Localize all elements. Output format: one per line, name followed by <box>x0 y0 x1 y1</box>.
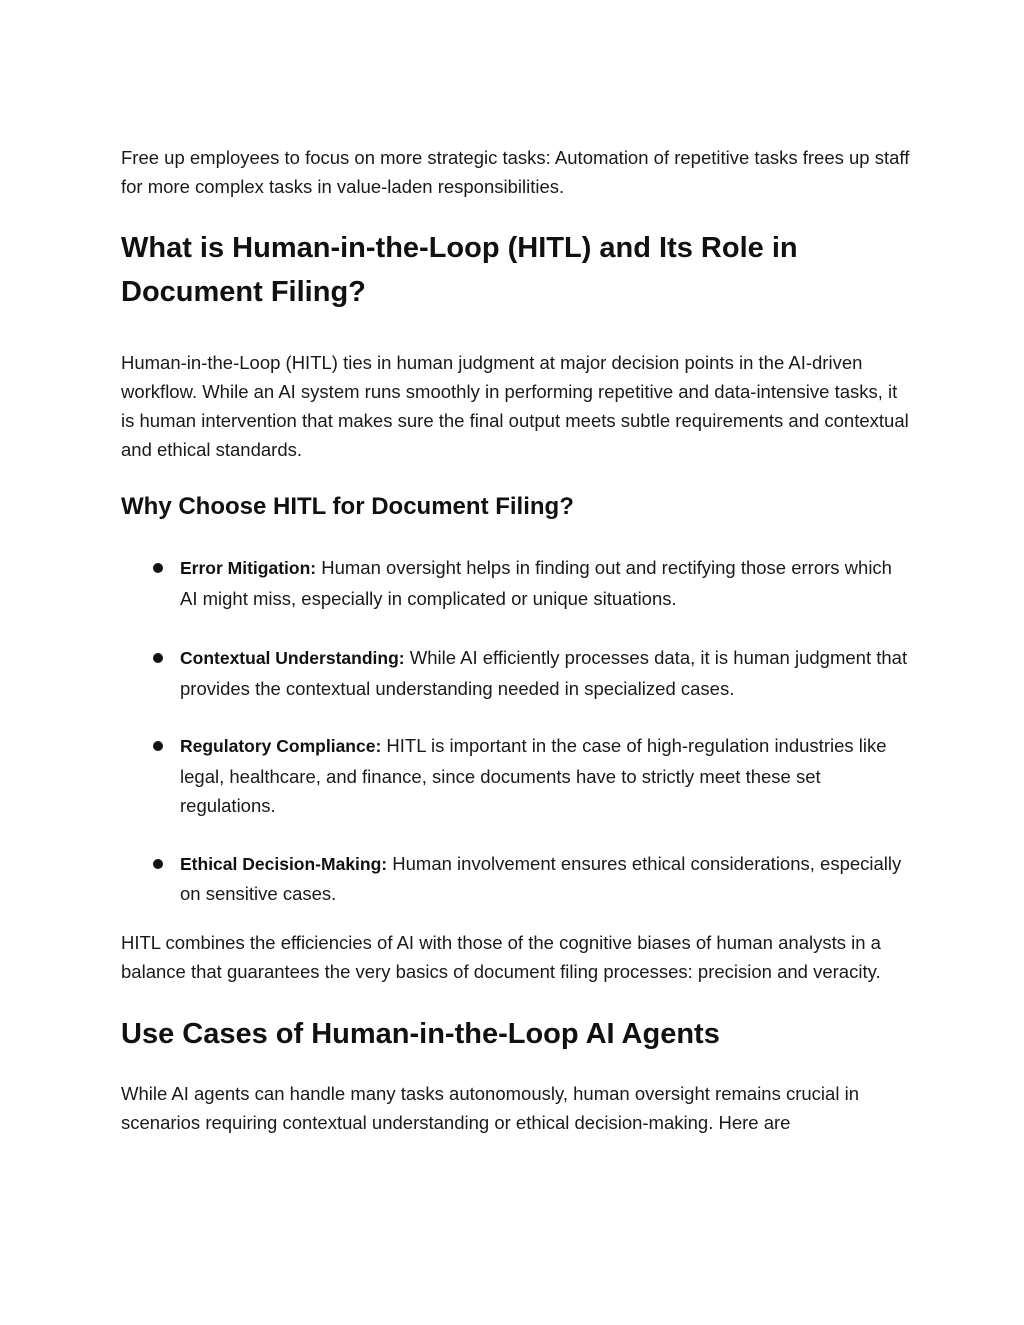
why-bullet-list <box>121 553 911 909</box>
list-item <box>121 731 911 821</box>
bullet-text: Human involvement ensures ethical considerations, especially on sensitive cases. <box>180 852 902 904</box>
bullet-dot-icon <box>153 859 163 869</box>
use-cases-section-title: Use Cases of Human-in-the-Loop AI Agents <box>121 1017 720 1050</box>
why-section-title: Why Choose HITL for Document Filing? <box>121 493 574 520</box>
bullet-term: Regulatory Compliance: <box>180 736 382 756</box>
use-cases-paragraph: While AI agents can handle many tasks autonomously, human oversight remains crucial in scenarios requiring contextual understanding or ethical decision-making. Here are <box>121 1082 859 1133</box>
bullet-dot-icon <box>153 653 163 663</box>
list-item <box>121 553 911 613</box>
bullet-text: Human oversight helps in finding out and rectifying those errors which AI might miss, especially in complicated or unique situations. <box>180 557 892 609</box>
bullet-dot-icon <box>153 563 163 573</box>
bullet-term: Contextual Understanding: <box>180 648 405 668</box>
hitl-section-title: What is Human-in-the-Loop (HITL) and Its Role in Document Filing? <box>121 232 798 308</box>
intro-paragraph: Free up employees to focus on more strategic tasks: Automation of repetitive tasks frees up staff for more complex tasks in value-laden responsibilities. <box>121 147 910 197</box>
bullet-text: While AI efficiently processes data, it is human judgment that provides the contextual understanding needed in specialized cases. <box>180 647 908 699</box>
document-page <box>121 143 911 1137</box>
bullet-term: Ethical Decision-Making: <box>180 853 388 874</box>
bullet-dot-icon <box>153 741 163 751</box>
bullet-text: HITL is important in the case of high-regulation industries like legal, healthcare, and finance, since documents have to strictly meet these set regulations. <box>180 735 887 816</box>
bullet-term: Error Mitigation: <box>180 558 317 578</box>
list-item <box>121 643 911 703</box>
hitl-section-paragraph: Human-in-the-Loop (HITL) ties in human judgment at major decision points in the AI-driven workflow. While an AI system runs smoothly in performing repetitive and data-intensive tasks, it is human intervention that makes sure the final output meets subtle requirements and contextual and ethical standards. <box>121 352 909 460</box>
list-item <box>121 849 911 909</box>
why-closing-paragraph: HITL combines the efficiencies of AI with those of the cognitive biases of human analysts in a balance that guarantees the very basics of document filing processes: precision and veracity. <box>121 931 881 982</box>
